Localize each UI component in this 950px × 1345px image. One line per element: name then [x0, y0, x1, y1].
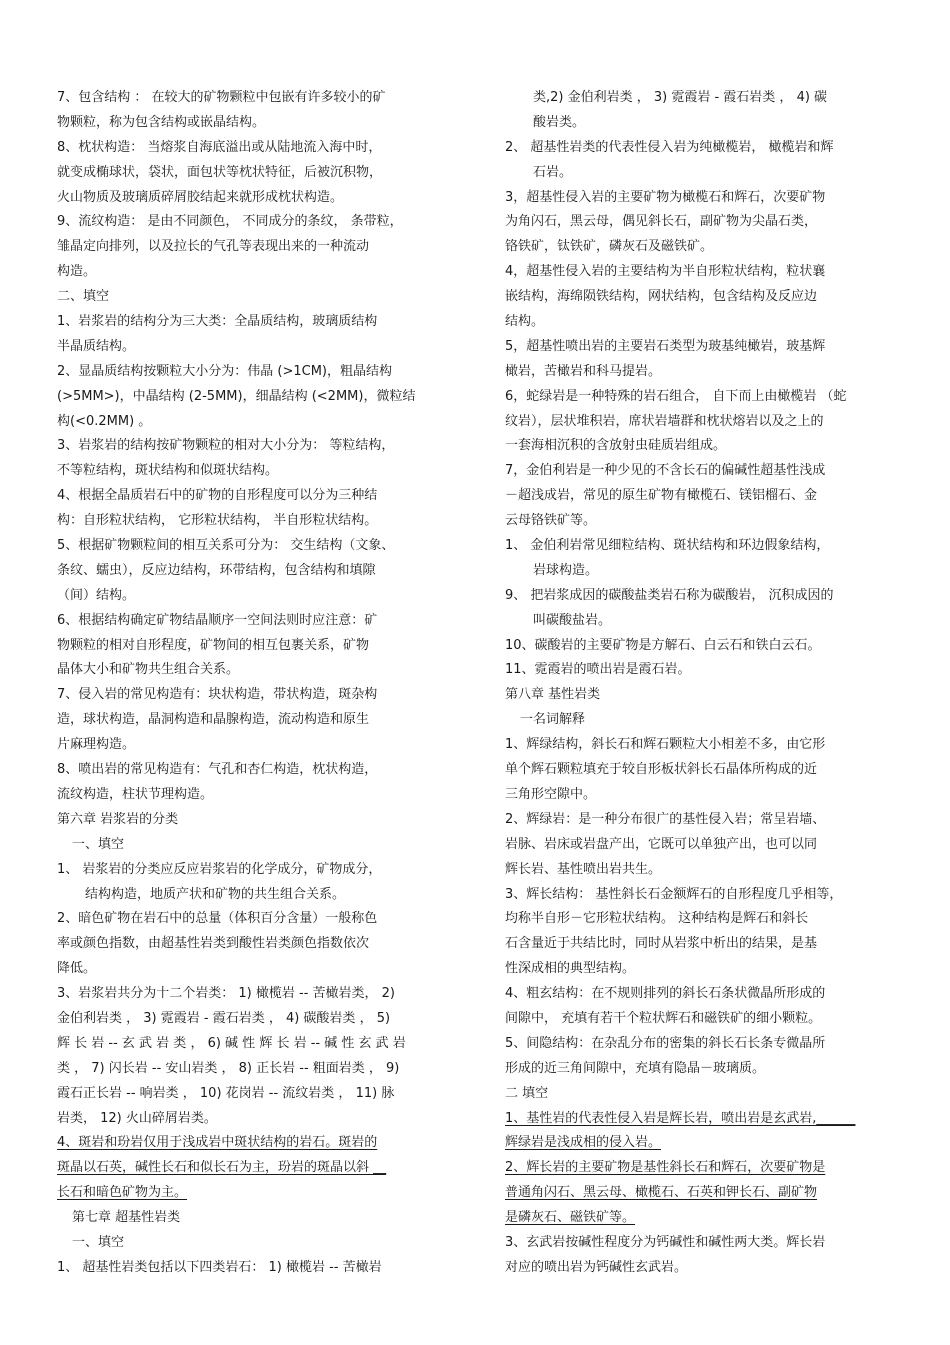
text-line: 均称半自形－它形粒状结构。 这种结构是辉石和斜长 [505, 911, 809, 927]
text-line: 4、斑岩和玢岩仅用于浅成岩中斑状结构的岩石。斑岩的 [57, 1135, 378, 1151]
text-line: 雏晶定向排列，以及拉长的气孔等表现出来的一种流动 [57, 239, 370, 255]
text-line: 4、根据全晶质岩石中的矿物的自形程度可以分为三种结 [57, 488, 378, 504]
text-line: 降低。 [57, 961, 97, 977]
text-line: 是磷灰石、磁铁矿等。 [505, 1210, 636, 1226]
text-line: 二 填空 [505, 1085, 549, 1101]
text-line: 第八章 基性岩类 [505, 687, 601, 703]
text-line: 1、辉绿结构，斜长石和辉石颗粒大小相差不多，由它形 [505, 737, 826, 753]
text-line: 就变成椭球状，袋状，面包状等枕状特征，后被沉积物， [57, 164, 383, 180]
text-line: 三角形空隙中。 [505, 786, 597, 802]
text-line: 一、填空 [72, 836, 125, 852]
text-line: 9、流纹构造： 是由不同颜色， 不同成分的条纹， 条带粒， [57, 214, 403, 230]
text-line: 石岩。 [533, 164, 573, 180]
text-line: 3，超基性侵入岩的主要矿物为橄榄石和辉石，次要矿物 [505, 189, 826, 205]
text-line: 2、 超基性岩类的代表性侵入岩为纯橄榄岩， 橄榄岩和辉 [505, 139, 834, 155]
text-line: 造，球状构造，晶洞构造和晶腺构造，流动构造和原生 [57, 712, 370, 728]
text-line: 10、碳酸岩的主要矿物是方解石、白云石和铁白云石。 [505, 637, 821, 653]
text-line: 5、间隐结构：在杂乱分布的密集的斜长石长条专微晶所 [505, 1035, 826, 1051]
text-line: 长石和暗色矿物为主。 [57, 1185, 188, 1201]
text-line: 一名词解释 [520, 712, 586, 728]
text-line: 11、霓霞岩的喷出岩是霞石岩。 [505, 662, 691, 678]
text-line: 霞石正长岩 -- 响岩类 ， 10) 花岗岩 -- 流纹岩类 ， 11) 脉 [57, 1085, 395, 1101]
text-line: 嵌结构，海绵陨铁结构，网状结构，包含结构及反应边 [505, 289, 818, 305]
text-line: 形成的近三角间隙中，充填有隐晶－玻璃质。 [505, 1060, 766, 1076]
text-line: 构造。 [57, 264, 97, 280]
text-line: 普通角闪石、黑云母、橄榄石、石英和钾长石、副矿物 [505, 1185, 818, 1201]
text-line: 1、 金伯利岩常见细粒结构、斑状结构和环边假象结构， [505, 538, 830, 554]
text-line: 铬铁矿，钛铁矿，磷灰石及磁铁矿。 [505, 239, 714, 255]
text-line: 石含量近于共结比时，同时从岩浆中析出的结果，是基 [505, 936, 818, 952]
text-line: 不等粒结构，斑状结构和似斑状结构。 [57, 463, 279, 479]
text-line: 条纹、蠕虫），反应边结构，环带结构，包含结构和填隙 [57, 562, 376, 578]
right-text-column [505, 86, 900, 1281]
text-line: 第六章 岩浆岩的分类 [57, 811, 179, 827]
text-line: （间）结构。 [57, 587, 136, 603]
text-line: 9、 把岩浆成因的碳酸盐类岩石称为碳酸岩， 沉积成因的 [505, 587, 834, 603]
text-line: 2、辉绿岩：是一种分布很广的基性侵入岩；常呈岩墙、 [505, 811, 826, 827]
left-text-column [57, 86, 457, 1281]
text-line: 辉长岩、基性喷出岩共生。 [505, 861, 662, 877]
text-line: 岩脉、岩床或岩盘产出，它既可以单独产出，也可以同 [505, 836, 818, 852]
text-line: 单个辉石颗粒填充于较自形板状斜长石晶体所构成的近 [505, 762, 818, 778]
text-line: 类 ， 7) 闪长岩 -- 安山岩类 ， 8) 正长岩 -- 粗面岩类 ， 9) [57, 1060, 400, 1076]
text-line: 构：自形粒状结构， 它形粒状结构， 半自形粒状结构。 [57, 513, 378, 529]
text-line: 5、根据矿物颗粒间的相互关系可分为： 交生结构（文象、 [57, 538, 395, 554]
text-line: 岩球构造。 [533, 562, 599, 578]
text-line: 一套海相沉积的含放射虫硅质岩组成。 [505, 438, 727, 454]
text-line: 1、基性岩的代表性侵入岩是辉长岩，喷出岩是玄武岩,______ [505, 1110, 856, 1126]
text-line: 纹岩），层状堆积岩，席状岩墙群和枕状熔岩以及之上的 [505, 413, 824, 429]
text-line: 晶体大小和矿物共生组合关系。 [57, 662, 240, 678]
text-line: 酸岩类。 [533, 114, 586, 130]
text-line: 一、填空 [72, 1234, 125, 1250]
text-line: 4、粗玄结构：在不规则排列的斜长石条状微晶所形成的 [505, 986, 826, 1002]
text-line: 6，蛇绿岩是一种特殊的岩石组合， 自下而上由橄榄岩 （蛇 [505, 388, 847, 404]
text-line: 片麻理构造。 [57, 737, 136, 753]
text-line: 流纹构造，柱状节理构造。 [57, 786, 214, 802]
text-line: 物颗粒的相对自形程度，矿物间的相互包裹关系，矿物 [57, 637, 370, 653]
text-line: (>5MM>)，中晶结构 (2-5MM)，细晶结构 (<2MM)，微粒结 [57, 388, 416, 404]
text-line: 2、显晶质结构按颗粒大小分为：伟晶 (>1CM)，粗晶结构 [57, 363, 393, 379]
text-line: 为角闪石，黑云母，偶见斜长石，副矿物为尖晶石类， [505, 214, 818, 230]
text-line: 物颗粒，称为包含结构或嵌晶结构。 [57, 114, 266, 130]
text-line: 叫碳酸盐岩。 [533, 612, 612, 628]
text-line: 云母铬铁矿等。 [505, 513, 597, 529]
text-line: 辉 长 岩 -- 玄 武 岩 类 ， 6) 碱 性 辉 长 岩 -- 碱 性 玄 武 岩 [57, 1035, 406, 1051]
text-line: 1、 超基性岩类包括以下四类岩石： 1) 橄榄岩 -- 苦橄岩 [57, 1259, 382, 1275]
text-line: 结构构造，地质产状和矿物的共生组合关系。 [85, 886, 346, 902]
text-line: 7，金伯利岩是一种少见的不含长石的偏碱性超基性浅成 [505, 463, 826, 479]
text-line: 3、岩浆岩共分为十二个岩类： 1) 橄榄岩 -- 苦橄岩类， 2) [57, 986, 396, 1002]
text-line: 半晶质结构。 [57, 338, 136, 354]
text-line: 7、侵入岩的常见构造有：块状构造，带状构造，斑杂构 [57, 687, 378, 703]
text-line: 斑晶以石英，碱性长石和似长石为主，玢岩的斑晶以斜 __ [57, 1160, 387, 1176]
text-line: 5，超基性喷出岩的主要岩石类型为玻基纯橄岩，玻基辉 [505, 338, 826, 354]
text-line: 金伯利岩类 ， 3) 霓霞岩 - 霞石岩类 ， 4) 碳酸岩类 ， 5) [57, 1010, 391, 1026]
text-line: 8、喷出岩的常见构造有：气孔和杏仁构造，枕状构造， [57, 762, 378, 778]
text-line: 对应的喷出岩为钙碱性玄武岩。 [505, 1259, 688, 1275]
text-line: 第七章 超基性岩类 [72, 1210, 181, 1226]
text-line: 6、根据结构确定矿物结晶顺序一空间法则时应注意：矿 [57, 612, 378, 628]
text-line: 2、辉长岩的主要矿物是基性斜长石和辉石，次要矿物是 [505, 1160, 826, 1176]
text-line: 构(<0.2MM) 。 [57, 413, 152, 429]
text-line: 火山物质及玻璃质碎屑胶结起来就形成枕状构造。 [57, 189, 344, 205]
text-line: 率或颜色指数，由超基性岩类到酸性岩类颜色指数依次 [57, 936, 370, 952]
text-line: 8、枕状构造： 当熔浆自海底溢出或从陆地流入海中时， [57, 139, 382, 155]
text-line: 2、暗色矿物在岩石中的总量（体积百分含量）一般称色 [57, 911, 378, 927]
text-line: 3、岩浆岩的结构按矿物颗粒的相对大小分为： 等粒结构， [57, 438, 395, 454]
text-line: 间隙中， 充填有若干个粒状辉石和磁铁矿的细小颗粒。 [505, 1010, 822, 1026]
text-line: 辉绿岩是浅成相的侵入岩。 [505, 1135, 662, 1151]
text-line: 1、 岩浆岩的分类应反应岩浆岩的化学成分，矿物成分， [57, 861, 382, 877]
text-line: 类,2) 金伯利岩类 ， 3) 霓霞岩 - 霞石岩类 ， 4) 碳 [533, 90, 828, 105]
text-line: 二、填空 [57, 289, 110, 305]
text-line: 3、玄武岩按碱性程度分为钙碱性和碱性两大类。辉长岩 [505, 1234, 826, 1250]
text-line: 3、辉长结构： 基性斜长石金额辉石的自形程度几乎相等， [505, 886, 843, 902]
text-line: 结构。 [505, 314, 545, 330]
text-line: 岩类， 12) 火山碎屑岩类。 [57, 1110, 217, 1126]
text-line: 1、岩浆岩的结构分为三大类：全晶质结构，玻璃质结构 [57, 314, 378, 330]
text-line: 7、包含结构 ： 在较大的矿物颗粒中包嵌有许多较小的矿 [57, 90, 386, 105]
text-line: 性深成相的典型结构。 [505, 961, 636, 977]
text-line: －超浅成岩，常见的原生矿物有橄榄石、镁铝榴石、金 [505, 488, 818, 504]
text-line: 橄岩，苦橄岩和科马提岩。 [505, 363, 662, 379]
text-line: 4，超基性侵入岩的主要结构为半自形粒状结构，粒状襄 [505, 264, 826, 280]
